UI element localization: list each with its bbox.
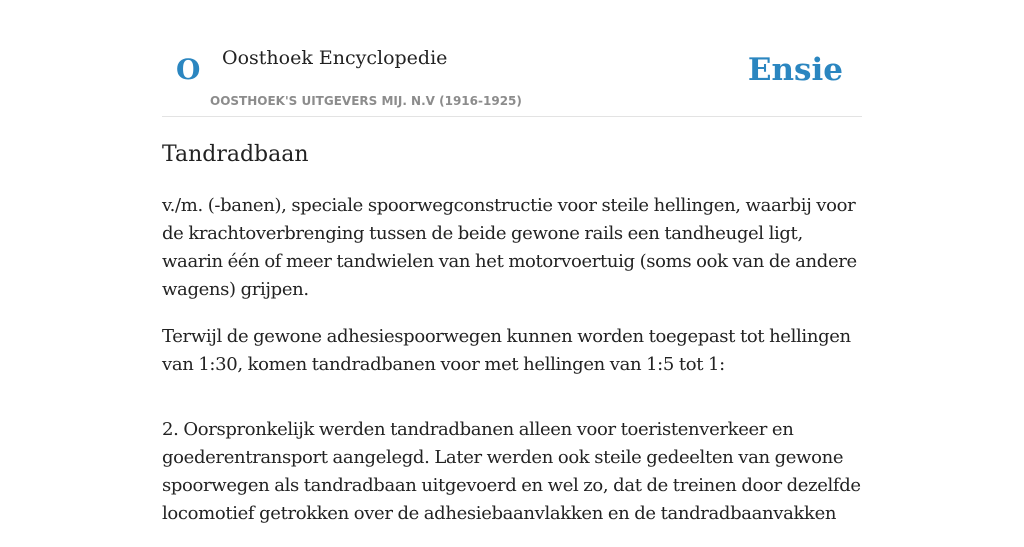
- article-paragraph-1: v./m. (-banen), speciale spoorwegconstructie voor steile hellingen, waarbij voor de krachtoverbrenging tussen de beide gewone rails een tandheugel ligt, waarin één of meer tandwielen van het motorvoertuig (soms ook van de andere wagens) grijpen.: [162, 195, 857, 300]
- site-logo[interactable]: O: [176, 53, 201, 86]
- page: [162, 0, 862, 524]
- site-title-link[interactable]: Oosthoek Encyclopedie: [222, 47, 448, 69]
- article-paragraph-2: Terwijl de gewone adhesiespoorwegen kunnen worden toegepast tot hellingen van 1:30, komen tandradbanen voor met hellingen van 1:5 tot 1:: [162, 326, 851, 375]
- ensie-brand-link[interactable]: Ensie: [747, 52, 843, 88]
- article-paragraph-3: 2. Oorspronkelijk werden tandradbanen alleen voor toeristenverkeer en goederentransport aangelegd. Later werden ook steile gedeelten van gewone spoorwegen als tandradbaan uitgevoerd en wel zo, dat de treinen door dezelfde locomotief getrokken over de adhesiebaanvlakken en de tandradbaanvakken: [162, 419, 861, 524]
- publisher-subtitle: OOSTHOEK'S UITGEVERS MIJ. N.V (1916-1925): [210, 94, 522, 108]
- article-title: Tandradbaan: [162, 142, 309, 167]
- article-body: [162, 192, 862, 547]
- site-header: [162, 0, 862, 117]
